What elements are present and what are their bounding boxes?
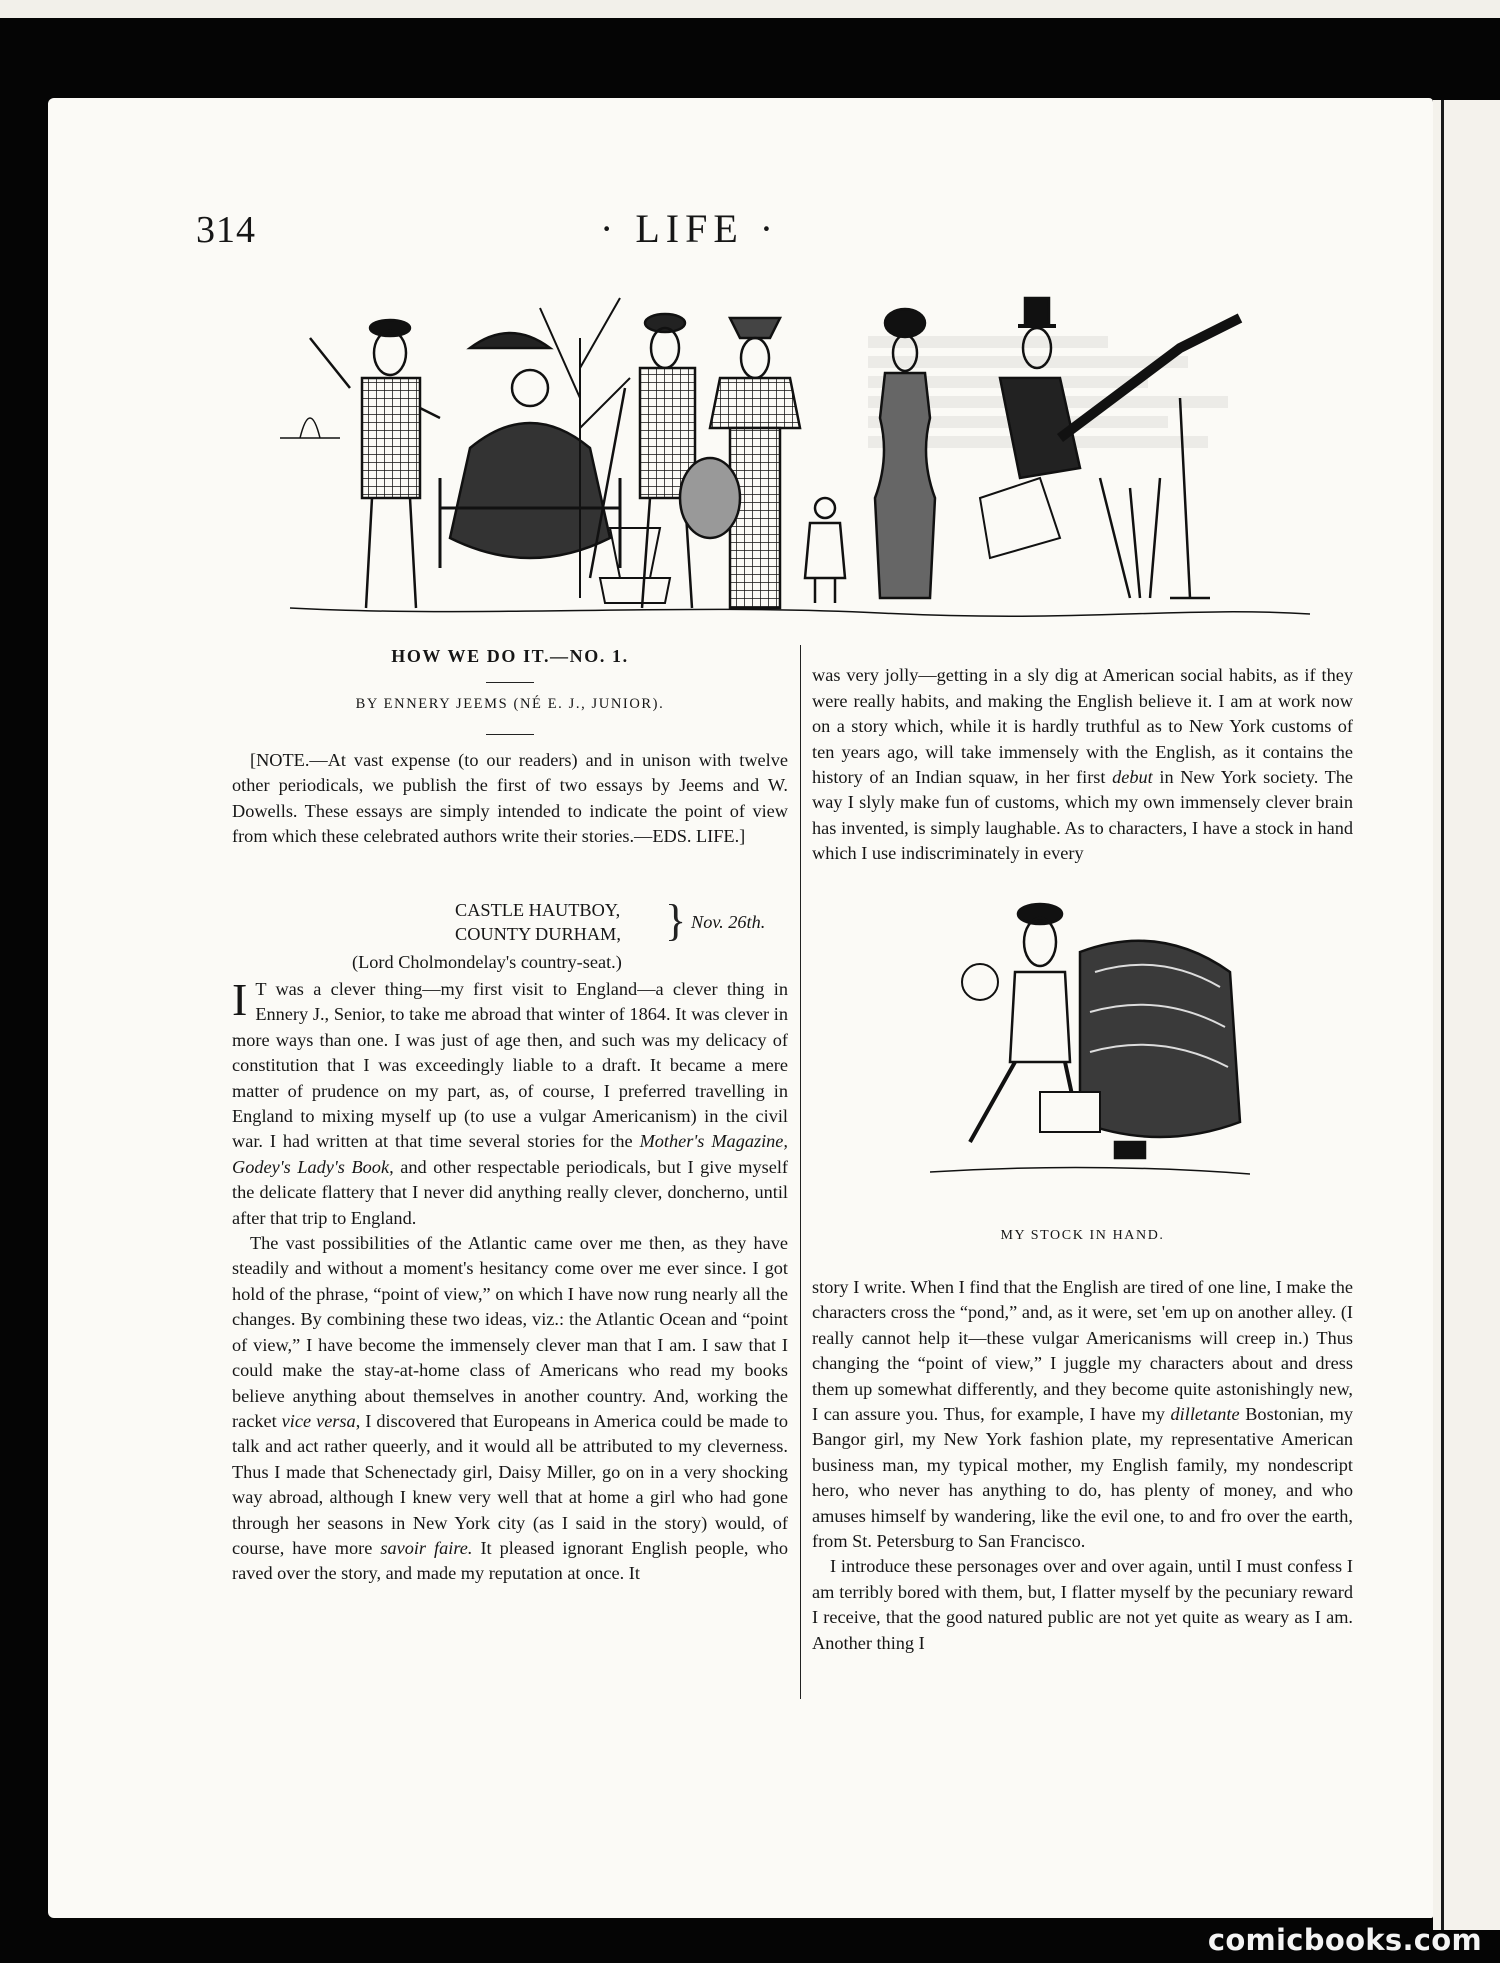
right-body-a: story I write. When I find that the English are tired of one line, I make the characters cross the “pond,” and, as it were, set 'em up on another alley. (I really cannot help it—these vulgar Americanisms will creep in.) Thus changing the “point of view,” I juggle my characters about and dress them up somewhat differently, and they become quite astonishingly new, I can assure you. Thus, for example, I have my [812,1277,1353,1425]
brace-glyph: } [665,896,687,945]
left-body [232,974,788,1587]
note-open-bracket: [ [250,750,257,770]
right-top-b: in New York society. The way I slyly make fun of customs, which my own immensely clever brain has invented, is simply laughable. As to characters, I have a stock in hand which I use indiscriminately in every [812,766,1353,864]
note-label: NOTE [256,750,305,770]
note-signoff: EDS. LIFE [652,826,735,847]
next-page-edge [1433,100,1500,1930]
dateline-date: Nov. 26th. [691,912,766,932]
right-body-b: Bostonian, my Bangor girl, my New York fashion plate, my representative American business man, my typical mother, my English family, my nondescript hero, who never has anything to do, has plenty of money, and who amuses himself by wandering, like the evil one, to and fro over the earth, from St. Petersburg to San Francisco. [812,1404,1353,1552]
title-rule [486,682,534,683]
right-body [812,1275,1353,1656]
page-number: 314 [196,209,256,251]
right-top-a: was very jolly—getting in a sly dig at American social habits, as if they were really habits, and making the English believe it. I am at work now on a story which, while it is hardly truthful as to New York customs of ten years ago, will take immensely with the English, as it contains the history of an Indian squaw, in her first [812,665,1353,787]
illustration-caption: MY STOCK IN HAND. [1000,1228,1165,1243]
drop-cap: I [232,974,248,1025]
note-close-bracket: .] [734,826,746,847]
dateline-seat: (Lord Cholmondelay's country-seat.) [352,952,622,972]
masthead: · LIFE · [600,206,780,251]
byline-rule [486,734,534,735]
column-divider [800,645,801,1699]
para1-text-b: and other respectable periodicals, but I give myself the delicate flattery that I never did anything really clever, doncherno, until after that trip to England. [232,1156,788,1228]
right-body-para2: I introduce these personages over and over again, until I must confess I am terribly bored with them, but, I flatter myself by the pecuniary reward I receive, that the good natured public are not yet quite as weary as I am. Another thing I [812,1556,1353,1653]
man-with-trunk-of-costumes-icon [930,892,1250,1182]
article-title: HOW WE DO IT.—NO. 1. [391,646,629,666]
right-top-italic: debut [1112,766,1153,787]
para2-text-c: It pleased ignorant English people, who raved over the story, and made my reputation at once. It [232,1537,788,1584]
para1-italic: Mother's Magazine, Godey's Lady's Book, [232,1131,788,1177]
para2-italic-1: vice versa [281,1410,356,1431]
para2-italic-2: savoir faire. [380,1537,473,1558]
dateline [455,896,766,946]
para2-text-a: The vast possibilities of the Atlantic came over me then, as they have steadily and without a moment's hesitancy come over me ever since. I got hold of the phrase, “point of view,” on which I have now rung nearly all the changes. By combining these two ideas, viz.: the Atlantic Ocean and “point of view,” I have become the immensely clever man that I am. I saw that I could make the stay-at-home class of Americans who read my books believe anything about themselves in another country. And, working the racket [232,1233,788,1431]
article-byline: BY ENNERY JEEMS (NÉ E. J., JUNIOR). [355,696,665,712]
watermark: comicbooks.com [1207,1923,1482,1957]
editors-note [232,748,788,850]
note-text: .—At vast expense (to our readers) and in unison with twelve other periodicals, we publish the first of two essays by Jeems and W. Dowells. These essays are simply intended to indicate the point of view from which these celebrated authors write their stories.— [232,750,788,847]
para2-text-b: , I discovered that Europeans in America could be made to talk and act rather queerly, and it would all be attributed to my cleverness. Thus I made that Schenectady girl, Daisy Miller, go on in a very shocking way abroad, although I knew very well that at home a girl who had gone through her seasons in New York city (as I said in the story) would, of course, have more [232,1410,788,1558]
scan-top-edge [0,0,1500,18]
right-body-italic: dilletante [1170,1404,1240,1425]
dateline-place-1: CASTLE HAUTBOY, [455,900,621,920]
dateline-place-2: COUNTY DURHAM, [455,924,621,944]
scan-dark-border [0,18,1500,108]
right-top-text [812,645,1353,885]
engraved-caricature-figures-icon [280,278,1320,638]
para1-text-a: T was a clever thing—my first visit to England—a clever thing in Ennery J., Senior, to take me abroad that winter of 1864. It was clever in more ways than one. I was just of age then, and such was my delicacy of constitution that I was exceedingly liable to a draft. It became a mere matter of prudence on my part, as, of course, I preferred travelling in England to mixing myself up (to use a vulgar Americanism) in the civil war. I had written at that time several stories for the [232,979,788,1152]
